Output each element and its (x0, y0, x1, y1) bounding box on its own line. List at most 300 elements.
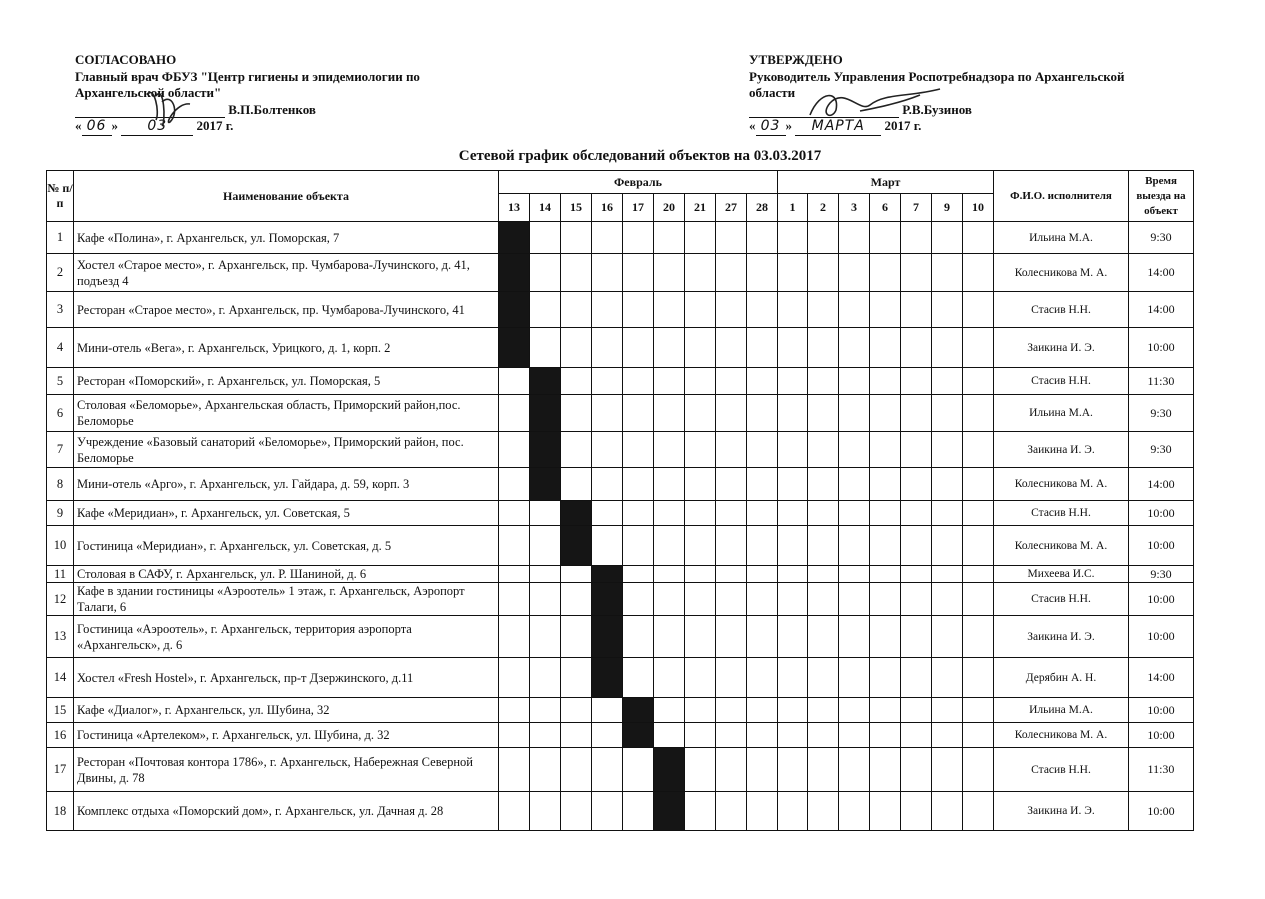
day-header: 21 (685, 194, 716, 222)
table-row (47, 792, 1194, 831)
day-cell (561, 792, 592, 831)
day-cell (561, 368, 592, 395)
row-number: 4 (47, 328, 74, 368)
day-header: 16 (592, 194, 623, 222)
day-cell (499, 616, 530, 658)
executor-name: Михеева И.С. (994, 566, 1129, 583)
table-row (47, 432, 1194, 468)
day-cell (839, 222, 870, 254)
day-cell (654, 222, 685, 254)
day-cell (654, 468, 685, 501)
day-cell (561, 468, 592, 501)
day-cell (592, 328, 623, 368)
day-cell (530, 254, 561, 292)
day-cell (654, 526, 685, 566)
day-cell (716, 723, 747, 748)
day-cell (870, 501, 901, 526)
right-approval-line2: области (749, 85, 796, 100)
day-cell (685, 501, 716, 526)
row-number: 11 (47, 566, 74, 583)
day-cell (747, 698, 778, 723)
executor-name: Колесникова М. А. (994, 723, 1129, 748)
day-cell (932, 368, 963, 395)
day-cell (716, 368, 747, 395)
departure-time: 10:00 (1129, 583, 1194, 616)
day-cell (623, 526, 654, 566)
day-cell (901, 328, 932, 368)
day-header: 17 (623, 194, 654, 222)
day-cell (808, 526, 839, 566)
day-cell (932, 468, 963, 501)
day-cell (530, 583, 561, 616)
day-cell (839, 254, 870, 292)
executor-name: Стасив Н.Н. (994, 583, 1129, 616)
executor-name: Стасив Н.Н. (994, 292, 1129, 328)
schedule-bar (654, 748, 685, 792)
day-cell (685, 328, 716, 368)
day-cell (932, 723, 963, 748)
day-cell (561, 658, 592, 698)
day-cell (685, 583, 716, 616)
executor-name: Колесникова М. А. (994, 526, 1129, 566)
right-date-day: 03 (756, 118, 786, 136)
day-cell (932, 616, 963, 658)
day-cell (839, 501, 870, 526)
object-name: Кафе в здании гостиницы «Аэроотель» 1 этаж, г. Архангельск, Аэропорт Талаги, 6 (74, 583, 499, 616)
day-cell (654, 292, 685, 328)
left-date-row (75, 118, 420, 136)
day-cell (808, 254, 839, 292)
day-cell (870, 583, 901, 616)
day-cell (561, 222, 592, 254)
day-cell (932, 254, 963, 292)
day-cell (716, 468, 747, 501)
schedule-bar (499, 222, 530, 254)
day-cell (778, 292, 808, 328)
executor-name: Стасив Н.Н. (994, 748, 1129, 792)
day-header: 28 (747, 194, 778, 222)
day-cell (747, 566, 778, 583)
row-number: 8 (47, 468, 74, 501)
left-approval-line2: Архангельской области" (75, 85, 222, 100)
day-cell (623, 616, 654, 658)
executor-name: Колесникова М. А. (994, 468, 1129, 501)
day-cell (932, 566, 963, 583)
day-cell (747, 432, 778, 468)
day-cell (901, 368, 932, 395)
day-cell (963, 658, 994, 698)
day-cell (870, 792, 901, 831)
day-cell (808, 395, 839, 432)
schedule-bar (623, 723, 654, 748)
day-cell (499, 432, 530, 468)
schedule-bar (561, 526, 592, 566)
day-cell (778, 583, 808, 616)
day-cell (747, 501, 778, 526)
day-cell (654, 658, 685, 698)
schedule-bar (499, 254, 530, 292)
day-cell (778, 468, 808, 501)
day-cell (592, 254, 623, 292)
day-cell (747, 616, 778, 658)
object-name: Кафе «Полина», г. Архангельск, ул. Поморская, 7 (74, 222, 499, 254)
day-cell (901, 748, 932, 792)
departure-time: 14:00 (1129, 292, 1194, 328)
day-cell (778, 566, 808, 583)
day-cell (499, 698, 530, 723)
day-cell (870, 432, 901, 468)
day-cell (499, 723, 530, 748)
day-cell (963, 468, 994, 501)
day-cell (778, 526, 808, 566)
day-cell (808, 222, 839, 254)
day-cell (623, 292, 654, 328)
table-row (47, 658, 1194, 698)
right-signature-line (749, 104, 899, 118)
day-cell (716, 616, 747, 658)
day-cell (592, 368, 623, 395)
col-header-name: Наименование объекта (74, 171, 499, 222)
day-cell (530, 723, 561, 748)
schedule-body (47, 222, 1194, 831)
col-header-february: Февраль (499, 171, 778, 194)
day-cell (623, 254, 654, 292)
day-cell (932, 526, 963, 566)
day-cell (592, 792, 623, 831)
day-cell (963, 566, 994, 583)
day-cell (870, 292, 901, 328)
day-cell (839, 468, 870, 501)
day-cell (716, 566, 747, 583)
col-header-num: № п/п (47, 171, 74, 222)
day-cell (963, 526, 994, 566)
day-cell (623, 328, 654, 368)
day-cell (561, 698, 592, 723)
row-number: 2 (47, 254, 74, 292)
row-number: 16 (47, 723, 74, 748)
row-number: 3 (47, 292, 74, 328)
day-cell (747, 222, 778, 254)
day-cell (808, 468, 839, 501)
day-cell (530, 292, 561, 328)
day-cell (716, 748, 747, 792)
schedule-bar (592, 583, 623, 616)
day-cell (901, 526, 932, 566)
day-cell (839, 723, 870, 748)
executor-name: Ильина М.А. (994, 395, 1129, 432)
day-cell (499, 468, 530, 501)
day-cell (685, 748, 716, 792)
right-signer: Р.В.Бузинов (902, 101, 972, 117)
day-cell (623, 748, 654, 792)
table-row (47, 501, 1194, 526)
executor-name: Ильина М.А. (994, 698, 1129, 723)
right-date-row (749, 118, 1125, 136)
day-cell (716, 526, 747, 566)
table-row (47, 723, 1194, 748)
day-cell (716, 328, 747, 368)
left-signature-line (75, 104, 225, 118)
row-number: 12 (47, 583, 74, 616)
day-cell (499, 395, 530, 432)
right-approval-line1: Руководитель Управления Роспотребнадзора по Архангельской (749, 68, 1125, 84)
col-header-march: Март (778, 171, 994, 194)
day-cell (932, 583, 963, 616)
day-cell (747, 658, 778, 698)
schedule-bar (530, 468, 561, 501)
right-date-month: МАРТА (795, 118, 881, 136)
object-name: Учреждение «Базовый санаторий «Беломорье», Приморский район, пос. Беломорье (74, 432, 499, 468)
table-row (47, 328, 1194, 368)
day-cell (654, 566, 685, 583)
day-cell (778, 432, 808, 468)
row-number: 9 (47, 501, 74, 526)
day-header: 9 (932, 194, 963, 222)
day-cell (963, 368, 994, 395)
departure-time: 9:30 (1129, 432, 1194, 468)
day-cell (870, 616, 901, 658)
day-cell (839, 698, 870, 723)
left-signer: В.П.Болтенков (228, 101, 316, 117)
schedule-bar (530, 368, 561, 395)
departure-time: 9:30 (1129, 566, 1194, 583)
day-cell (808, 723, 839, 748)
day-cell (839, 432, 870, 468)
day-cell (530, 792, 561, 831)
day-cell (870, 566, 901, 583)
day-cell (623, 222, 654, 254)
schedule-bar (623, 698, 654, 723)
schedule-bar (592, 658, 623, 698)
schedule-table (46, 170, 1194, 831)
left-signature-row (75, 102, 420, 119)
row-number: 1 (47, 222, 74, 254)
day-cell (685, 468, 716, 501)
day-header: 2 (808, 194, 839, 222)
day-cell (685, 566, 716, 583)
day-cell (963, 723, 994, 748)
day-cell (932, 328, 963, 368)
day-cell (963, 583, 994, 616)
day-cell (685, 368, 716, 395)
day-cell (716, 792, 747, 831)
table-row (47, 566, 1194, 583)
day-cell (778, 254, 808, 292)
object-name: Столовая «Беломорье», Архангельская область, Приморский район,пос. Беломорье (74, 395, 499, 432)
object-name: Столовая в САФУ, г. Архангельск, ул. Р. Шаниной, д. 6 (74, 566, 499, 583)
object-name: Кафе «Меридиан», г. Архангельск, ул. Советская, 5 (74, 501, 499, 526)
left-date-year: 2017 г. (196, 118, 234, 133)
row-number: 7 (47, 432, 74, 468)
day-cell (685, 658, 716, 698)
day-cell (870, 222, 901, 254)
departure-time: 10:00 (1129, 526, 1194, 566)
right-approval-label: УТВЕРЖДЕНО (749, 52, 843, 67)
object-name: Комплекс отдыха «Поморский дом», г. Архангельск, ул. Дачная д. 28 (74, 792, 499, 831)
day-cell (932, 792, 963, 831)
day-cell (747, 748, 778, 792)
day-cell (592, 222, 623, 254)
object-name: Мини-отель «Арго», г. Архангельск, ул. Гайдара, д. 59, корп. 3 (74, 468, 499, 501)
day-cell (839, 748, 870, 792)
day-cell (654, 254, 685, 292)
row-number: 5 (47, 368, 74, 395)
page-title-text: Сетевой график обследований объектов на 03.03.2017 (458, 148, 822, 164)
day-cell (901, 658, 932, 698)
day-cell (839, 583, 870, 616)
table-row (47, 748, 1194, 792)
day-header: 10 (963, 194, 994, 222)
day-cell (499, 583, 530, 616)
day-cell (963, 222, 994, 254)
day-cell (592, 395, 623, 432)
object-name: Кафе «Диалог», г. Архангельск, ул. Шубина, 32 (74, 698, 499, 723)
day-cell (530, 328, 561, 368)
day-cell (499, 792, 530, 831)
day-cell (839, 616, 870, 658)
day-cell (901, 395, 932, 432)
day-cell (963, 792, 994, 831)
day-cell (932, 222, 963, 254)
day-cell (592, 748, 623, 792)
day-cell (561, 583, 592, 616)
day-cell (747, 328, 778, 368)
left-approval-label: СОГЛАСОВАНО (75, 52, 177, 67)
object-name: Ресторан «Поморский», г. Архангельск, ул. Поморская, 5 (74, 368, 499, 395)
day-cell (716, 254, 747, 292)
day-cell (530, 526, 561, 566)
day-cell (654, 432, 685, 468)
day-cell (685, 292, 716, 328)
row-number: 17 (47, 748, 74, 792)
day-cell (778, 395, 808, 432)
day-cell (654, 698, 685, 723)
table-row (47, 583, 1194, 616)
day-cell (870, 254, 901, 292)
day-cell (778, 658, 808, 698)
departure-time: 10:00 (1129, 501, 1194, 526)
day-cell (901, 616, 932, 658)
day-cell (499, 526, 530, 566)
executor-name: Заикина И. Э. (994, 616, 1129, 658)
day-cell (592, 468, 623, 501)
departure-time: 10:00 (1129, 616, 1194, 658)
day-cell (870, 526, 901, 566)
right-date-open: « (749, 118, 756, 133)
day-cell (499, 368, 530, 395)
object-name: Хостел «Старое место», г. Архангельск, пр. Чумбарова-Лучинского, д. 41, подъезд 4 (74, 254, 499, 292)
departure-time: 11:30 (1129, 368, 1194, 395)
day-cell (561, 395, 592, 432)
departure-time: 9:30 (1129, 395, 1194, 432)
day-cell (747, 254, 778, 292)
day-cell (499, 658, 530, 698)
day-header: 14 (530, 194, 561, 222)
day-cell (870, 328, 901, 368)
day-cell (561, 328, 592, 368)
day-header: 27 (716, 194, 747, 222)
day-cell (932, 501, 963, 526)
day-cell (901, 292, 932, 328)
day-header: 6 (870, 194, 901, 222)
col-header-executor: Ф.И.О. исполнителя (994, 171, 1129, 222)
day-cell (808, 748, 839, 792)
object-name: Ресторан «Старое место», г. Архангельск, пр. Чумбарова-Лучинского, 41 (74, 292, 499, 328)
day-cell (530, 658, 561, 698)
day-cell (932, 748, 963, 792)
schedule-bar (592, 616, 623, 658)
day-cell (716, 698, 747, 723)
departure-time: 10:00 (1129, 698, 1194, 723)
day-cell (778, 616, 808, 658)
day-cell (963, 698, 994, 723)
day-cell (932, 698, 963, 723)
day-cell (623, 395, 654, 432)
day-cell (932, 395, 963, 432)
day-cell (808, 698, 839, 723)
day-cell (623, 792, 654, 831)
day-cell (561, 292, 592, 328)
left-approval-block (75, 52, 420, 136)
day-cell (530, 222, 561, 254)
table-row (47, 395, 1194, 432)
day-cell (561, 616, 592, 658)
table-row (47, 698, 1194, 723)
day-cell (623, 583, 654, 616)
day-header: 20 (654, 194, 685, 222)
departure-time: 10:00 (1129, 328, 1194, 368)
day-cell (716, 395, 747, 432)
table-row (47, 254, 1194, 292)
day-cell (870, 368, 901, 395)
day-cell (685, 792, 716, 831)
left-date-open: « (75, 118, 82, 133)
day-cell (592, 723, 623, 748)
left-approval-line1: Главный врач ФБУЗ "Центр гигиены и эпидемиологии по (75, 68, 420, 84)
day-cell (963, 292, 994, 328)
day-cell (778, 501, 808, 526)
day-cell (870, 748, 901, 792)
object-name: Ресторан «Почтовая контора 1786», г. Архангельск, Набережная Северной Двины, д. 78 (74, 748, 499, 792)
departure-time: 10:00 (1129, 723, 1194, 748)
departure-time: 14:00 (1129, 254, 1194, 292)
table-row (47, 526, 1194, 566)
day-cell (654, 368, 685, 395)
day-cell (716, 222, 747, 254)
day-cell (870, 468, 901, 501)
day-cell (685, 616, 716, 658)
day-cell (778, 328, 808, 368)
day-cell (839, 328, 870, 368)
day-header: 3 (839, 194, 870, 222)
day-header: 15 (561, 194, 592, 222)
day-cell (932, 432, 963, 468)
day-cell (685, 526, 716, 566)
day-cell (747, 292, 778, 328)
day-cell (808, 432, 839, 468)
day-cell (561, 748, 592, 792)
day-cell (778, 748, 808, 792)
day-cell (747, 368, 778, 395)
day-cell (685, 395, 716, 432)
day-cell (530, 566, 561, 583)
day-cell (839, 368, 870, 395)
row-number: 13 (47, 616, 74, 658)
day-cell (623, 658, 654, 698)
day-cell (623, 368, 654, 395)
schedule-bar (499, 328, 530, 368)
row-number: 6 (47, 395, 74, 432)
